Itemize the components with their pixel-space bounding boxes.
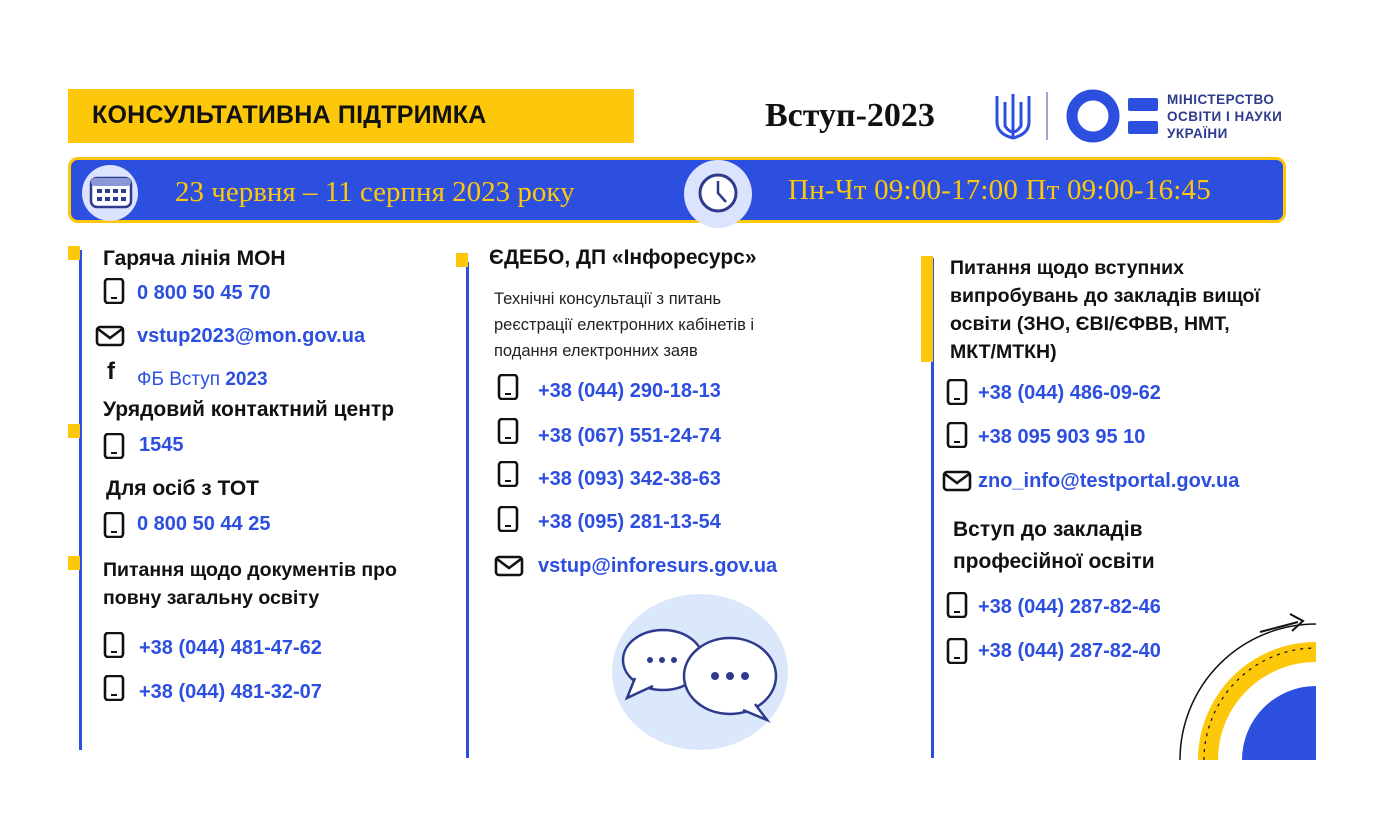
chat-bubbles-icon bbox=[605, 590, 795, 755]
phone-icon bbox=[103, 512, 125, 538]
facebook-link[interactable] bbox=[137, 369, 268, 391]
exam-email[interactable]: zno_info@testportal.gov.ua bbox=[978, 470, 1240, 492]
phone-icon bbox=[497, 418, 519, 444]
facebook-icon: f bbox=[107, 358, 115, 385]
edebo-phone-3[interactable]: +38 (093) 342-38-63 bbox=[538, 468, 721, 490]
prof-phone-2[interactable]: +38 (044) 287-82-40 bbox=[978, 640, 1161, 662]
phone-icon bbox=[946, 638, 968, 664]
email-icon bbox=[95, 325, 125, 347]
ministry-logo-icon bbox=[1066, 89, 1161, 143]
phone-icon bbox=[103, 278, 125, 304]
gauge-arrow-icon bbox=[1160, 594, 1316, 760]
gov-center-phone[interactable]: 1545 bbox=[139, 434, 184, 456]
tot-title: Для осіб з ТОТ bbox=[106, 477, 259, 500]
exam-title-line-1: Питання щодо вступних bbox=[950, 257, 1184, 279]
prof-title-line-2: професійної освіти bbox=[953, 550, 1155, 573]
trident-icon bbox=[993, 92, 1033, 142]
email-icon bbox=[494, 555, 524, 577]
marker-3 bbox=[68, 556, 80, 570]
exam-title bbox=[950, 254, 1260, 366]
exam-title-line-4: МКТ/МТКН) bbox=[950, 341, 1057, 363]
ministry-line-1: МІНІСТЕРСТВО bbox=[1167, 92, 1275, 107]
page-title: КОНСУЛЬТАТИВНА ПІДТРИМКА bbox=[92, 101, 487, 129]
edebo-email[interactable]: vstup@inforesurs.gov.ua bbox=[538, 555, 778, 577]
edebo-desc-line-3: подання електронних заяв bbox=[494, 342, 698, 360]
docs-title bbox=[103, 556, 397, 612]
edebo-desc-line-2: реєстрації електронних кабінетів і bbox=[494, 316, 755, 334]
marker-1 bbox=[68, 246, 80, 260]
phone-icon bbox=[103, 433, 125, 459]
phone-icon bbox=[103, 632, 125, 658]
exam-phone-1[interactable]: +38 (044) 486-09-62 bbox=[978, 382, 1161, 404]
working-hours: Пн-Чт 09:00-17:00 Пт 09:00-16:45 bbox=[788, 174, 1211, 206]
date-range: 23 червня – 11 серпня 2023 року bbox=[175, 176, 575, 208]
tot-phone[interactable]: 0 800 50 44 25 bbox=[137, 513, 271, 535]
clock-icon bbox=[697, 172, 739, 214]
email-icon bbox=[942, 470, 972, 492]
fb-year: 2023 bbox=[225, 369, 268, 390]
marker-5 bbox=[921, 256, 933, 362]
exam-phone-2[interactable]: +38 095 903 95 10 bbox=[978, 426, 1146, 448]
phone-icon bbox=[946, 422, 968, 448]
hotline-email[interactable]: vstup2023@mon.gov.ua bbox=[137, 325, 366, 347]
edebo-phone-2[interactable]: +38 (067) 551-24-74 bbox=[538, 425, 721, 447]
edebo-description bbox=[494, 286, 754, 364]
fb-label: ФБ Вступ bbox=[137, 369, 221, 390]
phone-icon bbox=[497, 506, 519, 532]
hotline-phone[interactable]: 0 800 50 45 70 bbox=[137, 282, 271, 304]
marker-4 bbox=[456, 253, 468, 267]
exam-title-line-3: освіти (ЗНО, ЄВІ/ЄФВВ, НМТ, bbox=[950, 313, 1230, 335]
edebo-desc-line-1: Технічні консультації з питань bbox=[494, 290, 722, 308]
phone-icon bbox=[103, 675, 125, 701]
ministry-line-2: ОСВІТИ І НАУКИ bbox=[1167, 109, 1283, 124]
ministry-line-3: УКРАЇНИ bbox=[1167, 126, 1228, 141]
prof-title-line-1: Вступ до закладів bbox=[953, 518, 1143, 541]
prof-title bbox=[953, 514, 1155, 578]
logo-separator bbox=[1046, 92, 1048, 140]
edebo-phone-4[interactable]: +38 (095) 281-13-54 bbox=[538, 511, 721, 533]
docs-phone-2[interactable]: +38 (044) 481-32-07 bbox=[139, 681, 322, 703]
docs-phone-1[interactable]: +38 (044) 481-47-62 bbox=[139, 637, 322, 659]
hotline-title: Гаряча лінія МОН bbox=[103, 247, 286, 270]
gov-center-title: Урядовий контактний центр bbox=[103, 398, 395, 421]
edebo-phone-1[interactable]: +38 (044) 290-18-13 bbox=[538, 380, 721, 402]
phone-icon bbox=[946, 592, 968, 618]
phone-icon bbox=[497, 461, 519, 487]
column-2-line bbox=[466, 262, 469, 758]
phone-icon bbox=[946, 379, 968, 405]
marker-2 bbox=[68, 424, 80, 438]
phone-icon bbox=[497, 374, 519, 400]
prof-phone-1[interactable]: +38 (044) 287-82-46 bbox=[978, 596, 1161, 618]
column-1-line bbox=[79, 250, 82, 750]
vstup-label: Вступ-2023 bbox=[765, 97, 935, 134]
exam-title-line-2: випробувань до закладів вищої bbox=[950, 285, 1260, 307]
docs-title-line-1: Питання щодо документів про bbox=[103, 559, 397, 581]
edebo-title: ЄДЕБО, ДП «Інфоресурс» bbox=[489, 246, 757, 269]
ministry-name bbox=[1167, 91, 1282, 142]
calendar-icon bbox=[88, 173, 134, 209]
docs-title-line-2: повну загальну освіту bbox=[103, 587, 320, 609]
